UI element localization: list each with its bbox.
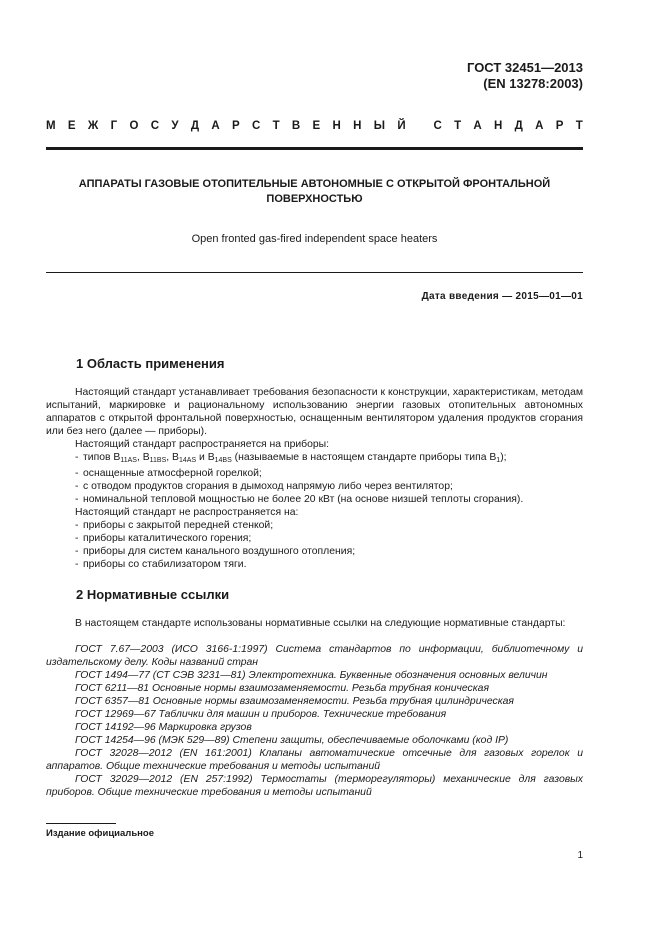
standard-type-banner xyxy=(46,120,583,132)
title-rule xyxy=(46,272,583,273)
banner-letter xyxy=(418,120,421,132)
banner-letter: А xyxy=(473,120,482,132)
title-ru-line1: АППАРАТЫ ГАЗОВЫЕ ОТОПИТЕЛЬНЫЕ АВТОНОМНЫЕ С ОТКРЫТОЙ ФРОНТАЛЬНОЙ xyxy=(78,178,551,190)
document-title-ru xyxy=(46,177,583,207)
reference-item: ГОСТ 6211—81 Основные нормы взаимозаменяемости. Резьба трубная коническая xyxy=(75,683,489,694)
banner-letter: Т xyxy=(575,120,583,132)
banner-letter: М xyxy=(46,120,56,132)
applies-item-types: типов $B_{11AS}$, $B_{11BS}$, $B_{14AS}$ и $B_{14BS}$ (называемые в настоящем стандарте приборы типа $B_1$); xyxy=(83,452,507,464)
banner-letter: Ж xyxy=(87,120,99,132)
list-item: - приборы каталитического горения; xyxy=(75,533,252,544)
banner-letter: Е xyxy=(312,120,321,132)
section-1-applies: Настоящий стандарт распространяется на приборы: xyxy=(75,439,330,450)
edition-label: Издание официальное xyxy=(46,828,154,839)
banner-letter: Р xyxy=(231,120,240,132)
list-item: - типов $B_{11AS}$, $B_{11BS}$, $B_{14AS}$ и $B_{14BS}$ (называемые в настоящем стандарте приборы типа $B_1$); xyxy=(46,451,583,467)
reference-item: ГОСТ 1494—77 (СТ СЭВ 3231—81) Электротехника. Буквенные обозначения основных величин xyxy=(75,670,548,681)
document-title-en: Open fronted gas-fired independent space heaters xyxy=(191,233,438,245)
section-2-intro xyxy=(46,617,583,630)
applies-item: номинальной тепловой мощностью не более 20 кВт (на основе низшей теплоты сгорания). xyxy=(83,494,524,505)
section-1-intro: Настоящий стандарт устанавливает требования безопасности к конструкции, характеристикам, методам испытаний, маркировке и рациональному использованию энергии газовых отопительных автономных аппаратов с открытой фронтальной поверхностью, оснащенным вентилятором удаления продуктов сгорания или без него (далее — приборы). xyxy=(46,387,583,437)
banner-letter: А xyxy=(211,120,220,132)
list-item: - приборы с закрытой передней стенкой; xyxy=(75,520,274,531)
reference-item: ГОСТ 12969—67 Таблички для машин и приборов. Технические требования xyxy=(75,709,447,720)
applies-list xyxy=(46,451,583,506)
not-applies-item: приборы с закрытой передней стенкой; xyxy=(83,520,274,531)
banner-letter: С xyxy=(251,120,261,132)
section-2-heading: 2 Нормативные ссылки xyxy=(76,587,230,602)
list-item: - приборы для систем канального воздушного отопления; xyxy=(75,546,356,557)
list-item: - приборы со стабилизатором тяги. xyxy=(75,559,247,570)
reference-item: ГОСТ 14254—96 (МЭК 529—89) Степени защиты, обеспечиваемые оболочками (код IP) xyxy=(75,735,509,746)
list-item: - оснащенные атмосферной горелкой; xyxy=(75,468,262,479)
document-designation xyxy=(467,60,583,92)
banner-letter: Н xyxy=(494,120,503,132)
page-number: 1 xyxy=(577,850,583,861)
banner-letter: Й xyxy=(397,120,406,132)
banner-letter: Т xyxy=(454,120,462,132)
header-rule xyxy=(46,147,583,150)
list-item: - номинальной тепловой мощностью не более 20 кВт (на основе низшей теплоты сгорания). xyxy=(75,494,524,505)
list-item: - с отводом продуктов сгорания в дымоход напрямую либо через вентилятор; xyxy=(75,481,453,492)
banner-letter: С xyxy=(150,120,160,132)
banner-letter: Г xyxy=(110,120,118,132)
not-applies-item: приборы со стабилизатором тяги. xyxy=(83,559,247,570)
not-applies-item: приборы для систем канального воздушного отопления; xyxy=(83,546,356,557)
banner-letter: У xyxy=(171,120,179,132)
banner-letter: Ы xyxy=(373,120,386,132)
banner-letter: Н xyxy=(353,120,362,132)
applies-item: с отводом продуктов сгорания в дымоход напрямую либо через вентилятор; xyxy=(83,481,453,492)
banner-letter: А xyxy=(535,120,544,132)
banner-letter: О xyxy=(129,120,139,132)
banner-letter: В xyxy=(291,120,301,132)
banner-letter: С xyxy=(433,120,442,132)
reference-item: ГОСТ 14192—96 Маркировка грузов xyxy=(75,722,252,733)
banner-letter: Т xyxy=(272,120,280,132)
title-ru-line2: ПОВЕРХНОСТЬЮ xyxy=(266,193,363,205)
section-2-intro-text: В настоящем стандарте использованы нормативные ссылки на следующие нормативные стандарты: xyxy=(75,618,566,629)
gost-number: ГОСТ 32451—2013 xyxy=(467,60,583,75)
reference-item: ГОСТ 6357—81 Основные нормы взаимозаменяемости. Резьба трубная цилиндрическая xyxy=(75,696,514,707)
banner-letter: Д xyxy=(514,120,523,132)
banner-letter: Д xyxy=(190,120,200,132)
not-applies-item: приборы каталитического горения; xyxy=(83,533,252,544)
en-number: (EN 13278:2003) xyxy=(483,76,583,91)
references-list xyxy=(46,643,583,799)
reference-item: ГОСТ 32029—2012 (EN 257:1992) Термостаты (терморегуляторы) механические для газовых приборов. Общие технические требования и методы испытаний xyxy=(46,774,583,798)
applies-item: оснащенные атмосферной горелкой; xyxy=(83,468,262,479)
reference-item: ГОСТ 32028—2012 (EN 161:2001) Клапаны автоматические отсечные для газовых горелок и аппаратов. Общие технические требования и методы испытаний xyxy=(46,748,583,772)
banner-letter: Н xyxy=(332,120,341,132)
banner-letter: Е xyxy=(67,120,76,132)
section-1-not-applies: Настоящий стандарт не распространяется на: xyxy=(75,507,299,518)
footer-rule xyxy=(46,823,116,824)
effective-date: Дата введения — 2015—01—01 xyxy=(421,291,583,302)
section-1-heading: 1 Область применения xyxy=(76,356,225,371)
section-1-body xyxy=(46,386,583,571)
banner-letter: Р xyxy=(555,120,564,132)
not-applies-list xyxy=(46,519,583,571)
reference-item: ГОСТ 7.67—2003 (ИСО 3166-1:1997) Система стандартов по информации, библиотечному и издательскому делу. Коды названий стран xyxy=(46,644,583,668)
